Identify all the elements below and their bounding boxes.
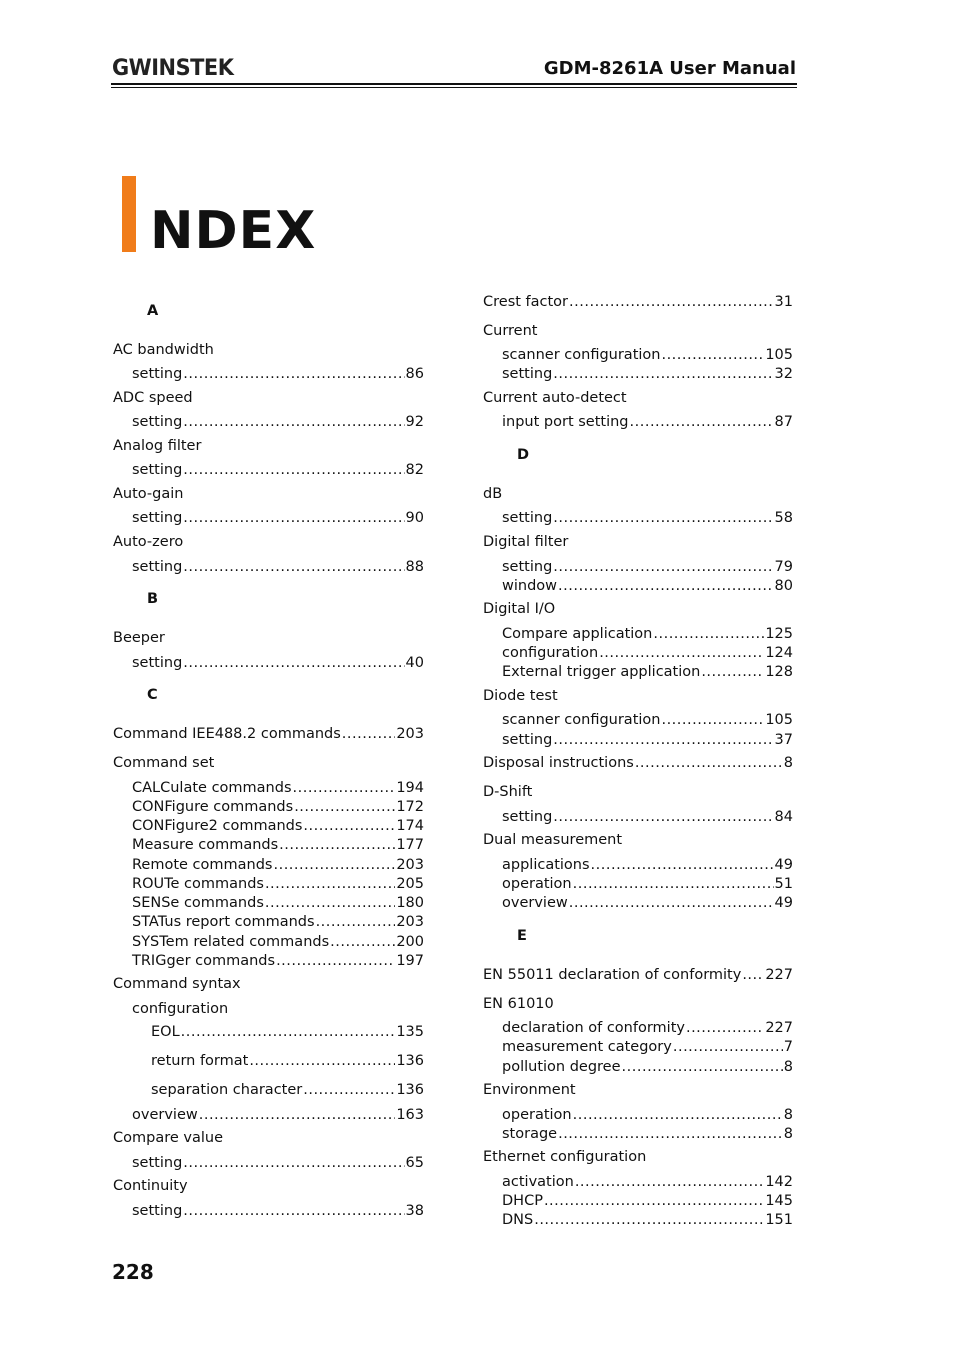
index-page-ref[interactable]: 200 [396, 934, 424, 950]
dot-leader [183, 654, 404, 672]
index-page-ref[interactable]: 80 [774, 578, 793, 594]
index-entry-label: STATus report commands [132, 914, 315, 930]
index-page-ref[interactable]: 92 [405, 414, 424, 430]
index-entry-label: setting [502, 510, 553, 526]
index-page-ref[interactable]: 79 [774, 559, 793, 575]
index-sub-entry [132, 509, 424, 527]
index-sub-entry [502, 894, 793, 912]
index-entry-label: Crest factor [483, 294, 569, 310]
dot-leader [742, 966, 764, 984]
dot-leader [673, 1038, 783, 1056]
index-main-entry: D-Shift [483, 784, 533, 800]
index-sub-entry [132, 558, 424, 576]
index-entry-label: Remote commands [132, 857, 273, 873]
index-page-ref[interactable]: 49 [774, 857, 793, 873]
dot-leader [183, 1202, 404, 1220]
index-sub-entry [502, 808, 793, 826]
index-sub-entry [502, 509, 793, 527]
dot-leader [553, 808, 773, 826]
index-page-ref[interactable]: 136 [396, 1082, 424, 1098]
dot-leader [686, 1019, 764, 1037]
dot-leader [342, 725, 396, 743]
index-page-ref[interactable]: 151 [765, 1212, 793, 1228]
dot-leader [276, 952, 395, 970]
index-page-ref[interactable]: 32 [774, 366, 793, 382]
index-main-entry: Beeper [113, 630, 165, 646]
index-entry-label: operation [502, 1107, 572, 1123]
index-entry-label: return format [151, 1053, 249, 1069]
index-sub-entry [502, 1125, 793, 1143]
index-section-letter: A [147, 303, 159, 319]
dot-leader [303, 817, 395, 835]
index-entry-label: activation [502, 1174, 574, 1190]
index-page-ref[interactable]: 125 [765, 626, 793, 642]
index-sub-entry [132, 654, 424, 672]
index-page-ref[interactable]: 82 [405, 462, 424, 478]
index-page-ref[interactable]: 58 [774, 510, 793, 526]
index-page-ref[interactable]: 180 [396, 895, 424, 911]
dot-leader [553, 558, 773, 576]
index-main-entry: Dual measurement [483, 832, 623, 848]
index-entry-label: DHCP [502, 1193, 543, 1209]
index-sub-entry [132, 1154, 424, 1172]
index-main-entry: Digital filter [483, 534, 569, 550]
index-sub-entry [502, 625, 793, 643]
index-main-entry: Analog filter [113, 438, 202, 454]
index-main-entry [113, 725, 424, 743]
index-sub-entry [502, 856, 793, 874]
index-section-letter: E [517, 928, 527, 944]
index-entry-label: Command IEE488.2 commands [113, 726, 341, 742]
index-page-ref[interactable]: 124 [765, 645, 793, 661]
index-sub-entry [132, 933, 424, 951]
index-page-ref[interactable]: 31 [774, 294, 793, 310]
index-page-ref[interactable]: 8 [783, 1126, 793, 1142]
index-sub-entry [151, 1081, 424, 1099]
index-page-ref[interactable]: 163 [396, 1107, 424, 1123]
index-page-ref[interactable]: 197 [396, 953, 424, 969]
index-entry-label: scanner configuration [502, 712, 661, 728]
index-main-entry: Auto-zero [113, 534, 184, 550]
index-sub-entry [502, 711, 793, 729]
dot-leader [183, 413, 404, 431]
index-sub-entry [502, 1192, 793, 1210]
dot-leader [661, 346, 764, 364]
index-page-ref[interactable]: 8 [783, 1107, 793, 1123]
index-page-ref[interactable]: 128 [765, 664, 793, 680]
index-sub-entry [502, 644, 793, 662]
index-page-ref[interactable]: 88 [405, 559, 424, 575]
index-page-ref[interactable]: 172 [396, 799, 424, 815]
manual-title: GDM-8261A User Manual [543, 58, 796, 79]
dot-leader [573, 875, 774, 893]
dot-leader [569, 293, 774, 311]
index-sub-entry [502, 577, 793, 595]
index-main-entry: Continuity [113, 1178, 188, 1194]
index-main-entry: ADC speed [113, 390, 193, 406]
dot-leader [183, 1154, 404, 1172]
index-sub-entry [502, 1038, 793, 1056]
index-main-entry: Environment [483, 1082, 576, 1098]
index-main-entry: Current auto-detect [483, 390, 627, 406]
header-rule [111, 83, 797, 85]
index-sub-entry [502, 413, 793, 431]
index-sub-entry [132, 365, 424, 383]
index-page-ref[interactable]: 90 [405, 510, 424, 526]
index-sub-entry [132, 413, 424, 431]
dot-leader [181, 1023, 396, 1041]
index-entry-label: EOL [151, 1024, 180, 1040]
index-sub-entry [502, 875, 793, 893]
index-page-ref[interactable]: 205 [396, 876, 424, 892]
dot-leader [553, 731, 773, 749]
index-page-ref[interactable]: 203 [396, 914, 424, 930]
dot-leader [653, 625, 764, 643]
index-page-ref[interactable]: 84 [774, 809, 793, 825]
dot-leader [265, 875, 395, 893]
dot-leader [599, 644, 764, 662]
index-main-entry: Auto-gain [113, 486, 184, 502]
index-sub-entry [151, 1023, 424, 1041]
index-sub-entry [502, 1058, 793, 1076]
index-page-ref[interactable]: 7 [783, 1039, 793, 1055]
index-entry-label: setting [132, 1155, 183, 1171]
index-entry-label: operation [502, 876, 572, 892]
index-main-entry: configuration [132, 1001, 229, 1017]
index-entry-label: separation character [151, 1082, 303, 1098]
index-entry-label: measurement category [502, 1039, 672, 1055]
index-main-entry: AC bandwidth [113, 342, 214, 358]
index-page-ref[interactable]: 174 [396, 818, 424, 834]
dot-leader [303, 1081, 395, 1099]
dot-leader [558, 577, 774, 595]
index-sub-entry [502, 731, 793, 749]
index-main-entry [483, 966, 793, 984]
dot-leader [183, 461, 404, 479]
index-sub-entry [132, 779, 424, 797]
index-entry-label: Compare application [502, 626, 653, 642]
index-section-letter: B [147, 591, 159, 607]
dot-leader [265, 894, 395, 912]
index-page-ref[interactable]: 8 [783, 1059, 793, 1075]
index-entry-label: declaration of conformity [502, 1020, 685, 1036]
dot-leader [199, 1106, 396, 1124]
index-page-ref[interactable]: 86 [405, 366, 424, 382]
index-sub-entry [132, 913, 424, 931]
dot-leader [635, 754, 783, 772]
gwinstek-logo: GWINSTEK [112, 56, 234, 81]
index-sub-entry [502, 1106, 793, 1124]
dot-leader [316, 913, 396, 931]
dot-leader [569, 894, 774, 912]
index-main-entry: Diode test [483, 688, 558, 704]
index-main-entry: Ethernet configuration [483, 1149, 647, 1165]
dot-leader [553, 365, 773, 383]
index-main-entry [483, 754, 793, 772]
index-entry-label: setting [502, 809, 553, 825]
index-sub-entry [502, 346, 793, 364]
index-entry-label: window [502, 578, 558, 594]
index-entry-label: setting [132, 510, 183, 526]
index-entry-label: setting [502, 559, 553, 575]
index-entry-label: CONFigure commands [132, 799, 294, 815]
index-entry-label: EN 55011 declaration of conformity [483, 967, 742, 983]
dot-leader [575, 1173, 764, 1191]
dot-leader [534, 1211, 764, 1229]
index-entry-label: applications [502, 857, 590, 873]
index-page-ref[interactable]: 37 [774, 732, 793, 748]
index-entry-label: SYSTem related commands [132, 934, 330, 950]
index-main-entry: EN 61010 [483, 996, 554, 1012]
index-main-entry: Digital I/O [483, 601, 556, 617]
index-main-entry: Current [483, 323, 538, 339]
index-entry-label: overview [132, 1107, 198, 1123]
index-sub-entry [502, 558, 793, 576]
index-sub-entry [132, 856, 424, 874]
index-page-ref[interactable]: 142 [765, 1174, 793, 1190]
index-page-ref[interactable]: 105 [765, 347, 793, 363]
index-entry-label: setting [132, 559, 183, 575]
index-section-letter: C [147, 687, 158, 703]
index-entry-label: SENSe commands [132, 895, 264, 911]
index-sub-entry [132, 894, 424, 912]
index-page-ref[interactable]: 145 [765, 1193, 793, 1209]
index-main-entry: Compare value [113, 1130, 223, 1146]
index-entry-label: setting [132, 655, 183, 671]
index-sub-entry [502, 1211, 793, 1229]
index-entry-label: setting [502, 366, 553, 382]
dot-leader [661, 711, 764, 729]
index-entry-label: scanner configuration [502, 347, 661, 363]
index-entry-label: setting [132, 462, 183, 478]
index-page-ref[interactable]: 136 [396, 1053, 424, 1069]
index-entry-label: setting [132, 414, 183, 430]
dot-leader [558, 1125, 783, 1143]
page-number: 228 [112, 1260, 154, 1284]
index-sub-entry [132, 461, 424, 479]
index-page-ref[interactable]: 227 [765, 967, 793, 983]
index-entry-label: setting [502, 732, 553, 748]
index-entry-label: DNS [502, 1212, 534, 1228]
index-entry-label: pollution degree [502, 1059, 621, 1075]
dot-leader [293, 779, 396, 797]
index-sub-entry [502, 663, 793, 681]
index-page-ref[interactable]: 49 [774, 895, 793, 911]
dot-leader [279, 836, 395, 854]
index-page-ref[interactable]: 203 [396, 857, 424, 873]
index-main-entry: Command syntax [113, 976, 241, 992]
dot-leader [183, 365, 404, 383]
index-sub-entry [132, 1202, 424, 1220]
index-page-ref[interactable]: 194 [396, 780, 424, 796]
index-entry-label: CONFigure2 commands [132, 818, 303, 834]
index-sub-entry [151, 1052, 424, 1070]
dot-leader [622, 1058, 783, 1076]
dot-leader [273, 856, 395, 874]
index-main-entry: Command set [113, 755, 215, 771]
index-entry-label: Disposal instructions [483, 755, 634, 771]
index-page-ref[interactable]: 38 [405, 1203, 424, 1219]
dot-leader [591, 856, 774, 874]
index-sub-entry [132, 817, 424, 835]
index-entry-label: CALCulate commands [132, 780, 292, 796]
index-title-initial-bar [122, 176, 136, 252]
index-page-ref[interactable]: 105 [765, 712, 793, 728]
index-entry-label: input port setting [502, 414, 629, 430]
index-page-ref[interactable]: 40 [405, 655, 424, 671]
index-entry-label: TRIGger commands [132, 953, 276, 969]
index-sub-entry [132, 952, 424, 970]
index-sub-entry [132, 798, 424, 816]
dot-leader [701, 663, 764, 681]
dot-leader [573, 1106, 783, 1124]
index-page-ref[interactable]: 65 [405, 1155, 424, 1171]
index-sub-entry [502, 1173, 793, 1191]
index-page-ref[interactable]: 177 [396, 837, 424, 853]
header-rule-thin [111, 87, 797, 88]
index-entry-label: overview [502, 895, 568, 911]
dot-leader [183, 558, 404, 576]
index-main-entry: dB [483, 486, 503, 502]
index-entry-label: setting [132, 1203, 183, 1219]
dot-leader [249, 1052, 395, 1070]
index-entry-label: configuration [502, 645, 599, 661]
index-entry-label: External trigger application [502, 664, 701, 680]
dot-leader [183, 509, 404, 527]
dot-leader [630, 413, 774, 431]
index-page-ref[interactable]: 227 [765, 1020, 793, 1036]
index-page-ref[interactable]: 51 [774, 876, 793, 892]
dot-leader [553, 509, 773, 527]
index-page-ref[interactable]: 8 [783, 755, 793, 771]
index-sub-entry [502, 1019, 793, 1037]
index-page-ref[interactable]: 135 [396, 1024, 424, 1040]
index-entry-label: setting [132, 366, 183, 382]
index-entry-label: ROUTe commands [132, 876, 264, 892]
index-main-entry [483, 293, 793, 311]
index-sub-entry [132, 836, 424, 854]
dot-leader [330, 933, 395, 951]
index-section-letter: D [517, 447, 530, 463]
index-sub-entry [132, 1106, 424, 1124]
index-page-ref[interactable]: 87 [774, 414, 793, 430]
index-page-ref[interactable]: 203 [396, 726, 424, 742]
index-title: NDEX [150, 201, 317, 261]
dot-leader [544, 1192, 764, 1210]
index-entry-label: Measure commands [132, 837, 279, 853]
index-entry-label: storage [502, 1126, 558, 1142]
dot-leader [294, 798, 395, 816]
index-sub-entry [132, 875, 424, 893]
index-sub-entry [502, 365, 793, 383]
